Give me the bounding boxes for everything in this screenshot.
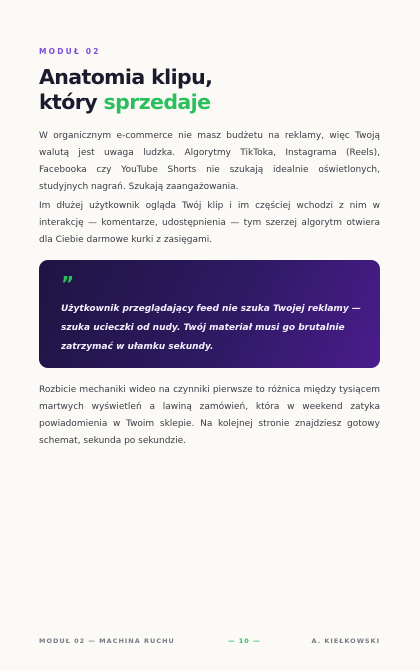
footer-author: A. KIEŁKOWSKI [311, 637, 380, 645]
footer-section-label: MODUŁ 02 — MACHINA RUCHU [39, 637, 175, 645]
quote-mark-icon: ” [61, 272, 75, 296]
module-label: MODUŁ 02 [39, 47, 101, 56]
title-line-1: Anatomia klipu, [39, 65, 213, 89]
quote-text: Użytkownik przeglądający feed nie szuka Twojej reklamy — szuka ucieczki od nudy. Twój materiał musi go brutalnie zatrzymać w ułamku sekundy. [61, 304, 361, 352]
paragraph-engagement: Im dłużej użytkownik ogląda Twój klip i im częściej wchodzi z nim w interakcję — komentarze, udostępnienia — tym szerzej algorytm otwiera dla Ciebie darmowe kurki z zasięgami. [39, 201, 380, 245]
title-line-2-prefix: który [39, 90, 104, 114]
paragraph-intro: W organicznym e-commerce nie masz budżetu na reklamy, więc Twoją walutą jest uwaga ludzka. Algorytmy TikToka, Instagrama (Reels), Facebooka czy YouTube Shorts nie szukają idealnie oświetlonych, studyjnych nagrań. Szukają zaangażowania. [39, 131, 380, 192]
quote-box [39, 260, 380, 368]
footer-page-number: — 10 — [228, 637, 261, 645]
page-title [39, 65, 212, 115]
title-accent-word: sprzedaje [103, 90, 211, 114]
page-footer [39, 637, 380, 649]
paragraph-conclusion: Rozbicie mechaniki wideo na czynniki pierwsze to różnica między tysiącem martwych wyświetleń a lawiną zamówień, która w weekend zatyka powiadomienia w Twoim sklepie. Na kolejnej stronie znajdziesz gotowy schemat, sekunda po sekundzie. [39, 385, 380, 446]
